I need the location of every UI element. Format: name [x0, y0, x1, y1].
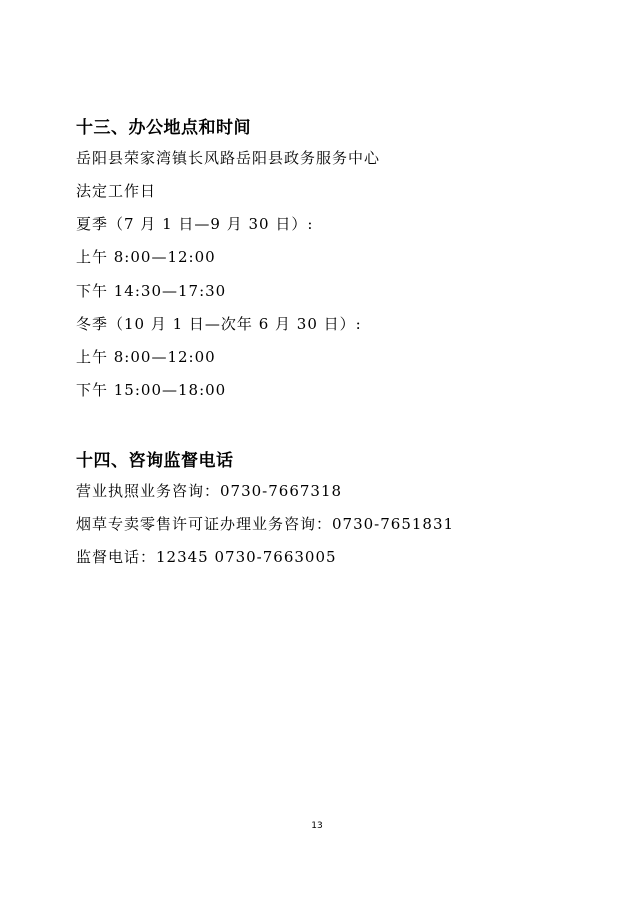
working-days-label: 法定工作日	[76, 182, 157, 200]
summer-period: 夏季（7 月 1 日—9 月 30 日）:	[76, 215, 314, 233]
winter-morning-hours: 上午 8:00—12:00	[76, 348, 216, 366]
page-number: 13	[311, 821, 323, 831]
summer-morning-hours: 上午 8:00—12:00	[76, 248, 216, 266]
supervision-phone: 监督电话：12345 0730-7663005	[76, 548, 337, 566]
tobacco-license-phone: 烟草专卖零售许可证办理业务咨询：0730-7651831	[76, 515, 455, 533]
business-license-phone: 营业执照业务咨询：0730-7667318	[76, 482, 343, 500]
winter-afternoon-hours: 下午 15:00—18:00	[76, 381, 227, 399]
winter-period: 冬季（10 月 1 日—次年 6 月 30 日）:	[76, 315, 362, 333]
office-address: 岳阳县荣家湾镇长风路岳阳县政务服务中心	[76, 149, 381, 167]
summer-afternoon-hours: 下午 14:30—17:30	[76, 282, 227, 300]
section-14-heading: 十四、咨询监督电话	[76, 451, 234, 471]
section-13-heading: 十三、办公地点和时间	[76, 118, 251, 138]
